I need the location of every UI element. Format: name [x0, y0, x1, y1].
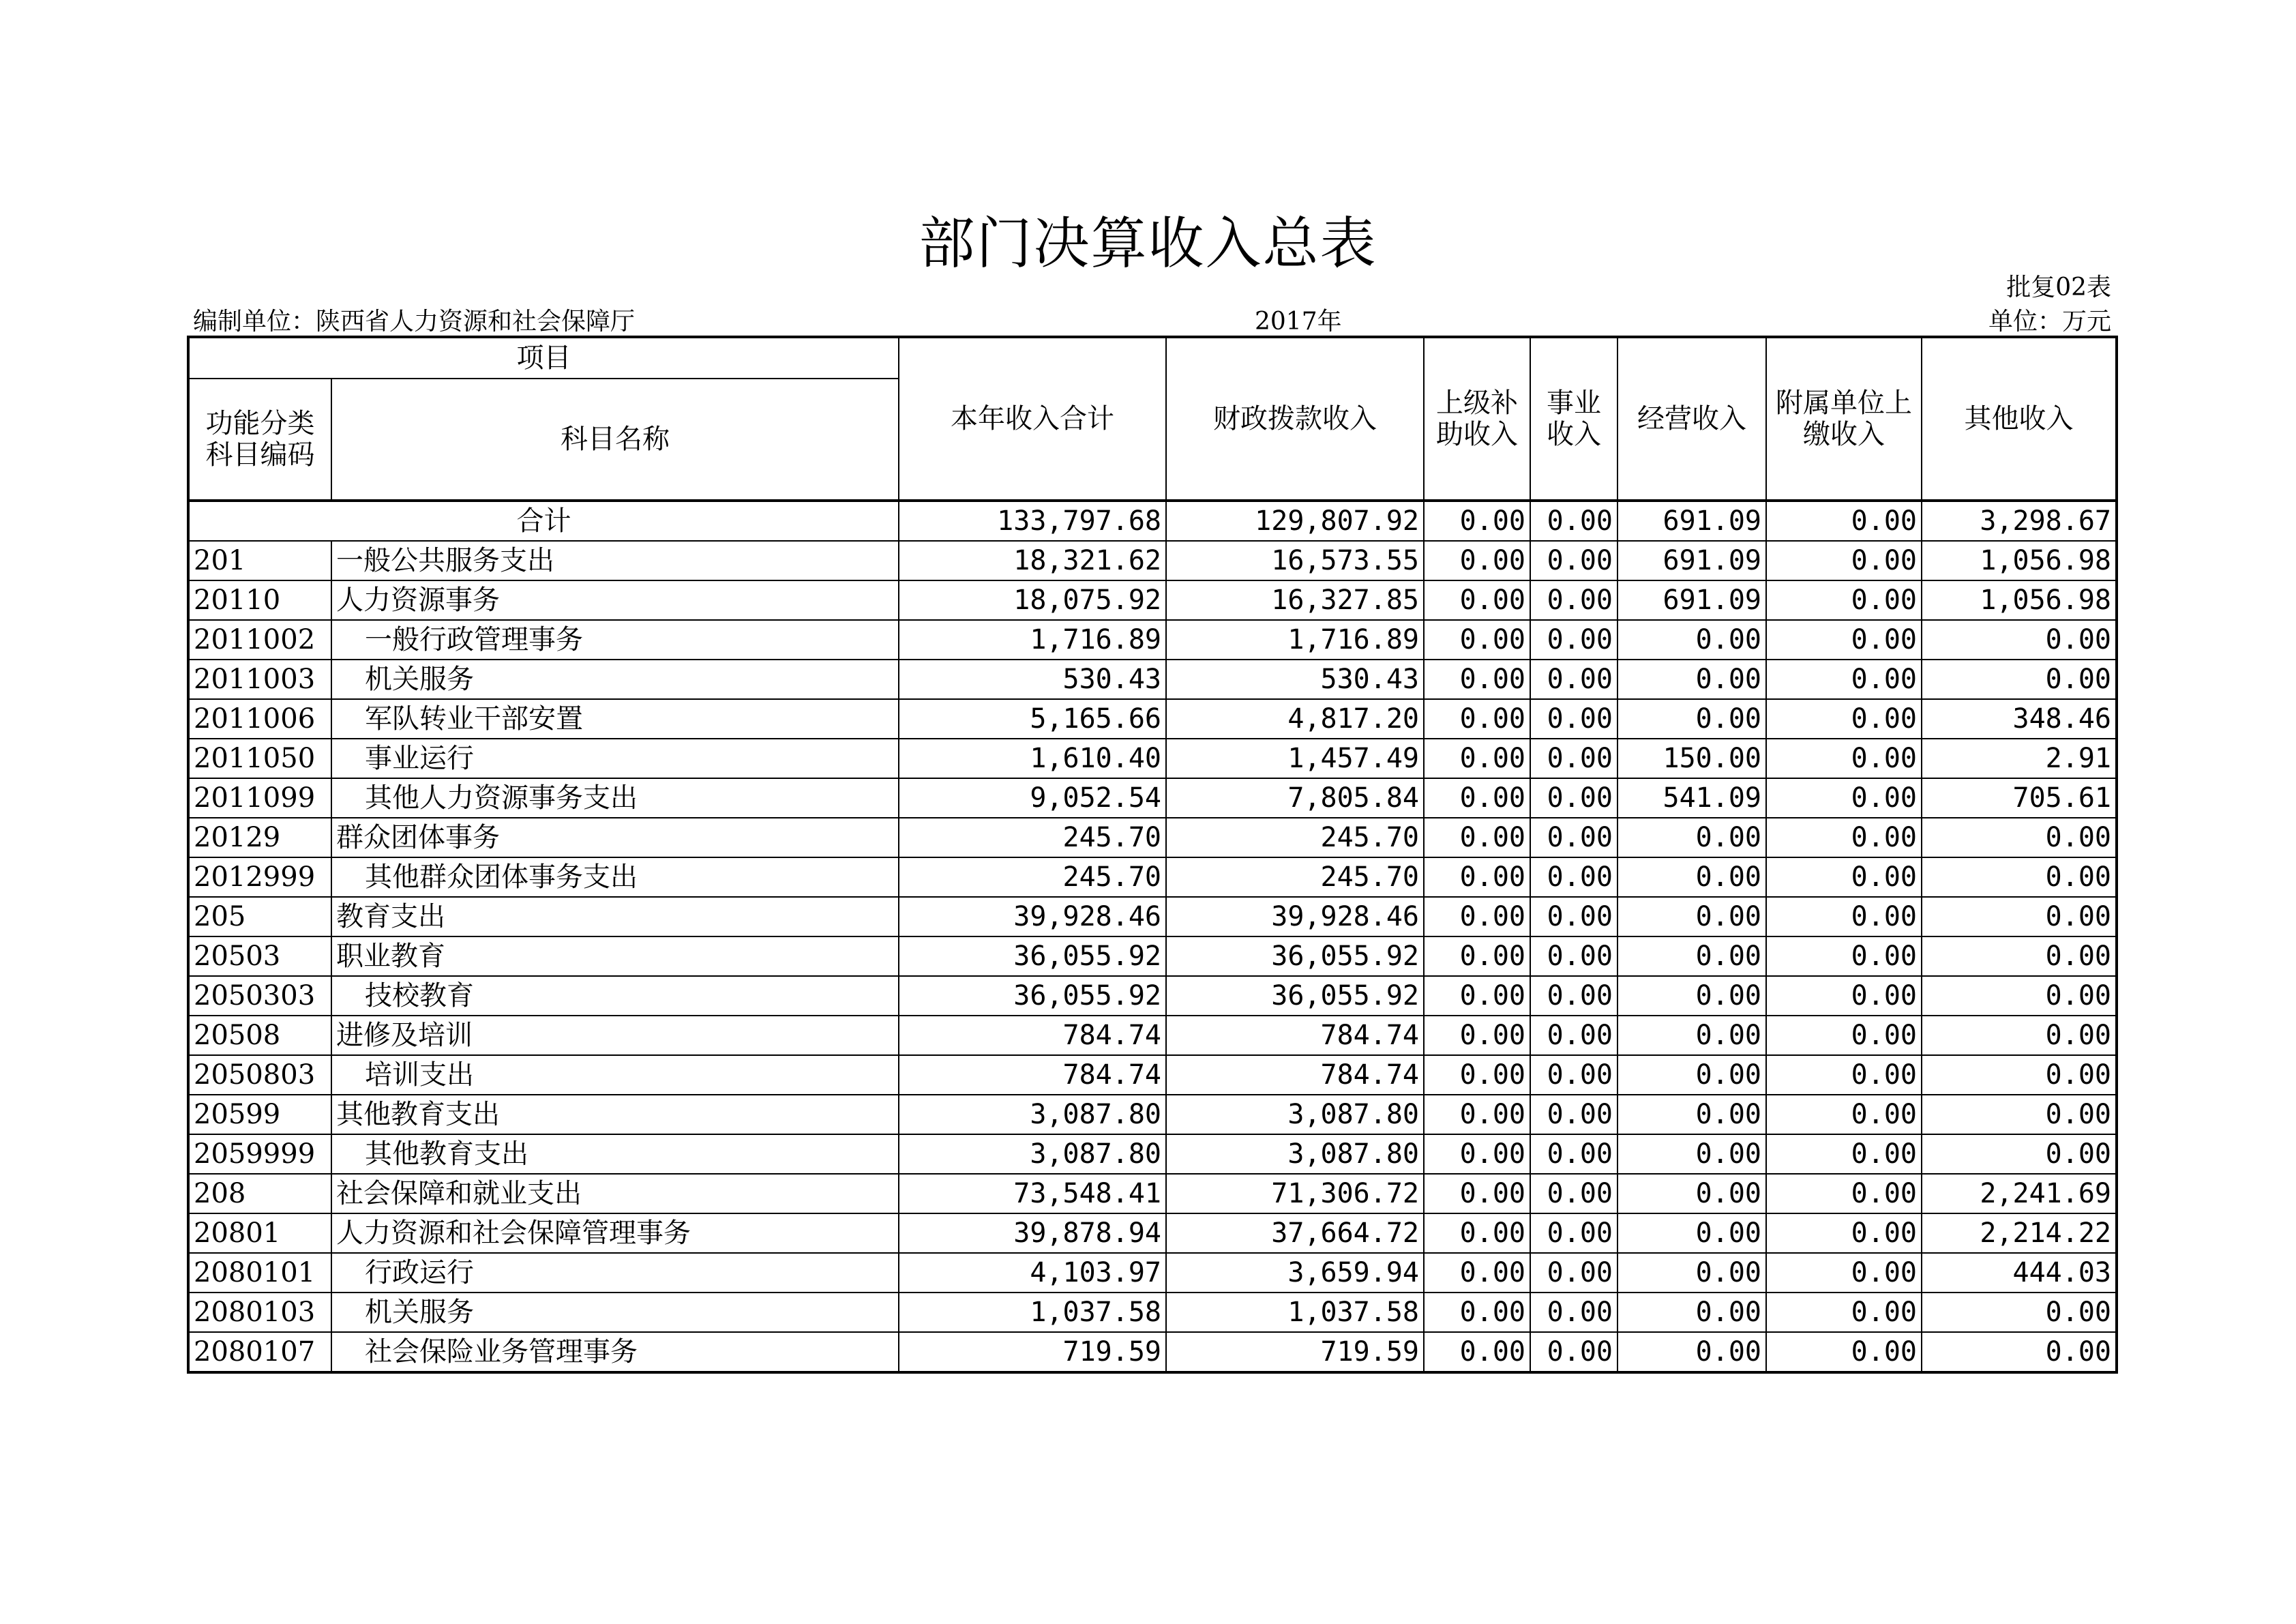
amount-cell: 0.00: [1530, 1055, 1617, 1095]
amount-cell: 1,716.89: [899, 620, 1166, 660]
amount-cell: 245.70: [899, 818, 1166, 857]
amount-cell: 16,573.55: [1166, 541, 1424, 580]
amount-cell: 0.00: [1424, 660, 1530, 699]
amount-cell: 0.00: [1530, 976, 1617, 1016]
amount-cell: 0.00: [1424, 1174, 1530, 1213]
amount-cell: 691.09: [1617, 541, 1766, 580]
subject-code: 2012999: [188, 857, 331, 897]
amount-cell: 2,214.22: [1922, 1213, 2117, 1253]
amount-cell: 0.00: [1766, 818, 1922, 857]
header-business-income: 事业收入: [1530, 337, 1617, 501]
amount-cell: 541.09: [1617, 778, 1766, 818]
subject-name: 群众团体事务: [331, 818, 899, 857]
subject-code: 2059999: [188, 1134, 331, 1174]
total-cell: 691.09: [1617, 501, 1766, 541]
document-number: 批复02表: [2006, 274, 2111, 301]
amount-cell: 0.00: [1424, 1332, 1530, 1372]
subject-code: 205: [188, 897, 331, 936]
table-row: [188, 699, 2117, 739]
subject-name: 人力资源事务: [331, 580, 899, 620]
amount-cell: 0.00: [1766, 620, 1922, 660]
table-row: [188, 739, 2117, 778]
subject-name: 进修及培训: [331, 1016, 899, 1055]
amount-cell: 39,928.46: [899, 897, 1166, 936]
amount-cell: 0.00: [1617, 1293, 1766, 1332]
amount-cell: 0.00: [1424, 1134, 1530, 1174]
subject-code: 2011099: [188, 778, 331, 818]
subject-name: 军队转业干部安置: [331, 699, 899, 739]
amount-cell: 0.00: [1530, 897, 1617, 936]
amount-cell: 784.74: [899, 1055, 1166, 1095]
amount-cell: 0.00: [1922, 1134, 2117, 1174]
amount-cell: 0.00: [1766, 1016, 1922, 1055]
header-subject-name: 科目名称: [331, 379, 899, 501]
amount-cell: 36,055.92: [1166, 976, 1424, 1016]
subject-code: 20503: [188, 936, 331, 976]
table-row: [188, 778, 2117, 818]
amount-cell: 0.00: [1766, 1134, 1922, 1174]
subject-code: 2011006: [188, 699, 331, 739]
amount-cell: 0.00: [1766, 660, 1922, 699]
amount-cell: 0.00: [1617, 897, 1766, 936]
amount-cell: 0.00: [1766, 778, 1922, 818]
subject-code: 2080107: [188, 1332, 331, 1372]
amount-cell: 0.00: [1530, 1016, 1617, 1055]
amount-cell: 4,103.97: [899, 1253, 1166, 1293]
subject-code: 20599: [188, 1095, 331, 1134]
amount-cell: 0.00: [1424, 936, 1530, 976]
amount-cell: 0.00: [1424, 818, 1530, 857]
amount-cell: 0.00: [1530, 699, 1617, 739]
amount-cell: 2,241.69: [1922, 1174, 2117, 1213]
table-row: [188, 936, 2117, 976]
subject-name: 一般公共服务支出: [331, 541, 899, 580]
amount-cell: 530.43: [1166, 660, 1424, 699]
amount-cell: 0.00: [1424, 1016, 1530, 1055]
header-function-code: 功能分类科目编码: [188, 379, 331, 501]
amount-cell: 0.00: [1922, 818, 2117, 857]
subject-name: 其他教育支出: [331, 1095, 899, 1134]
subject-code: 20110: [188, 580, 331, 620]
amount-cell: 1,610.40: [899, 739, 1166, 778]
amount-cell: 0.00: [1530, 1213, 1617, 1253]
compiling-unit: 编制单位：陕西省人力资源和社会保障厅: [193, 308, 636, 336]
subject-code: 20508: [188, 1016, 331, 1055]
amount-cell: 1,037.58: [1166, 1293, 1424, 1332]
total-cell: 0.00: [1530, 501, 1617, 541]
subject-name: 行政运行: [331, 1253, 899, 1293]
amount-cell: 0.00: [1766, 936, 1922, 976]
amount-cell: 0.00: [1922, 620, 2117, 660]
amount-cell: 0.00: [1617, 699, 1766, 739]
subject-code: 20129: [188, 818, 331, 857]
table-row: [188, 857, 2117, 897]
table-row: [188, 620, 2117, 660]
table-row: [188, 541, 2117, 580]
subject-name: 其他群众团体事务支出: [331, 857, 899, 897]
amount-cell: 0.00: [1922, 976, 2117, 1016]
amount-cell: 0.00: [1922, 1055, 2117, 1095]
amount-cell: 0.00: [1617, 1055, 1766, 1095]
total-label: 合计: [188, 501, 899, 541]
amount-cell: 784.74: [1166, 1055, 1424, 1095]
subject-code: 2011002: [188, 620, 331, 660]
amount-cell: 784.74: [899, 1016, 1166, 1055]
table-row: [188, 1174, 2117, 1213]
amount-cell: 0.00: [1424, 739, 1530, 778]
amount-cell: 0.00: [1530, 778, 1617, 818]
amount-cell: 39,878.94: [899, 1213, 1166, 1253]
amount-cell: 0.00: [1617, 660, 1766, 699]
header-operating-income: 经营收入: [1617, 337, 1766, 501]
amount-cell: 0.00: [1530, 936, 1617, 976]
amount-cell: 0.00: [1530, 739, 1617, 778]
amount-cell: 37,664.72: [1166, 1213, 1424, 1253]
amount-cell: 0.00: [1922, 857, 2117, 897]
subject-name: 职业教育: [331, 936, 899, 976]
amount-cell: 0.00: [1766, 1332, 1922, 1372]
amount-cell: 0.00: [1766, 897, 1922, 936]
amount-cell: 530.43: [899, 660, 1166, 699]
amount-cell: 0.00: [1530, 1253, 1617, 1293]
subject-code: 201: [188, 541, 331, 580]
amount-cell: 245.70: [1166, 857, 1424, 897]
amount-cell: 0.00: [1424, 541, 1530, 580]
table-row: [188, 1293, 2117, 1332]
subject-code: 208: [188, 1174, 331, 1213]
amount-cell: 9,052.54: [899, 778, 1166, 818]
amount-cell: 245.70: [1166, 818, 1424, 857]
amount-cell: 0.00: [1424, 1253, 1530, 1293]
subject-name: 其他人力资源事务支出: [331, 778, 899, 818]
amount-cell: 0.00: [1617, 976, 1766, 1016]
amount-cell: 0.00: [1424, 976, 1530, 1016]
amount-cell: 0.00: [1766, 739, 1922, 778]
amount-cell: 0.00: [1424, 778, 1530, 818]
amount-cell: 16,327.85: [1166, 580, 1424, 620]
amount-cell: 0.00: [1424, 1293, 1530, 1332]
amount-cell: 784.74: [1166, 1016, 1424, 1055]
amount-cell: 691.09: [1617, 580, 1766, 620]
total-cell: 0.00: [1766, 501, 1922, 541]
amount-cell: 0.00: [1530, 660, 1617, 699]
amount-cell: 0.00: [1424, 1213, 1530, 1253]
amount-cell: 0.00: [1617, 818, 1766, 857]
total-cell: 133,797.68: [899, 501, 1166, 541]
amount-cell: 0.00: [1766, 1095, 1922, 1134]
total-row: [188, 501, 2117, 541]
amount-cell: 0.00: [1530, 620, 1617, 660]
amount-cell: 0.00: [1424, 857, 1530, 897]
amount-cell: 0.00: [1530, 1174, 1617, 1213]
table-row: [188, 1016, 2117, 1055]
amount-cell: 0.00: [1617, 620, 1766, 660]
amount-cell: 5,165.66: [899, 699, 1166, 739]
amount-cell: 0.00: [1530, 818, 1617, 857]
amount-cell: 71,306.72: [1166, 1174, 1424, 1213]
amount-cell: 0.00: [1922, 1095, 2117, 1134]
amount-cell: 0.00: [1530, 1095, 1617, 1134]
total-cell: 0.00: [1424, 501, 1530, 541]
amount-cell: 0.00: [1766, 1213, 1922, 1253]
amount-cell: 36,055.92: [899, 976, 1166, 1016]
header-affiliated-income: 附属单位上缴收入: [1766, 337, 1922, 501]
amount-cell: 0.00: [1766, 580, 1922, 620]
amount-cell: 1,716.89: [1166, 620, 1424, 660]
amount-cell: 1,056.98: [1922, 541, 2117, 580]
amount-cell: 348.46: [1922, 699, 2117, 739]
amount-cell: 3,087.80: [899, 1095, 1166, 1134]
amount-cell: 73,548.41: [899, 1174, 1166, 1213]
amount-cell: 0.00: [1424, 580, 1530, 620]
subject-name: 培训支出: [331, 1055, 899, 1095]
subject-code: 2011050: [188, 739, 331, 778]
header-total-income: 本年收入合计: [899, 337, 1166, 501]
subject-code: 2050803: [188, 1055, 331, 1095]
table-row: [188, 1213, 2117, 1253]
amount-cell: 0.00: [1424, 1095, 1530, 1134]
amount-cell: 719.59: [899, 1332, 1166, 1372]
subject-code: 2011003: [188, 660, 331, 699]
subject-name: 机关服务: [331, 1293, 899, 1332]
table-row: [188, 1253, 2117, 1293]
amount-cell: 0.00: [1530, 1293, 1617, 1332]
amount-cell: 0.00: [1617, 1253, 1766, 1293]
amount-cell: 444.03: [1922, 1253, 2117, 1293]
header-other-income: 其他收入: [1922, 337, 2117, 501]
header-row-1: [188, 337, 2117, 379]
table-row: [188, 660, 2117, 699]
subject-name: 其他教育支出: [331, 1134, 899, 1174]
amount-cell: 0.00: [1922, 897, 2117, 936]
amount-cell: 3,659.94: [1166, 1253, 1424, 1293]
table-row: [188, 1134, 2117, 1174]
amount-cell: 0.00: [1617, 1016, 1766, 1055]
amount-cell: 0.00: [1424, 699, 1530, 739]
total-cell: 3,298.67: [1922, 501, 2117, 541]
amount-cell: 0.00: [1766, 699, 1922, 739]
amount-cell: 0.00: [1766, 541, 1922, 580]
amount-cell: 0.00: [1617, 1095, 1766, 1134]
amount-cell: 0.00: [1530, 857, 1617, 897]
amount-cell: 0.00: [1922, 1016, 2117, 1055]
table-row: [188, 1055, 2117, 1095]
amount-cell: 0.00: [1617, 1134, 1766, 1174]
amount-cell: 0.00: [1530, 541, 1617, 580]
amount-cell: 0.00: [1617, 936, 1766, 976]
amount-cell: 3,087.80: [1166, 1095, 1424, 1134]
subject-name: 教育支出: [331, 897, 899, 936]
amount-cell: 36,055.92: [1166, 936, 1424, 976]
amount-cell: 0.00: [1766, 976, 1922, 1016]
subject-name: 一般行政管理事务: [331, 620, 899, 660]
amount-cell: 0.00: [1617, 857, 1766, 897]
amount-cell: 1,037.58: [899, 1293, 1166, 1332]
subject-name: 人力资源和社会保障管理事务: [331, 1213, 899, 1253]
subject-name: 社会保障和就业支出: [331, 1174, 899, 1213]
amount-cell: 0.00: [1424, 620, 1530, 660]
amount-cell: 719.59: [1166, 1332, 1424, 1372]
subject-code: 2050303: [188, 976, 331, 1016]
amount-cell: 705.61: [1922, 778, 2117, 818]
amount-cell: 0.00: [1530, 580, 1617, 620]
amount-cell: 0.00: [1766, 1293, 1922, 1332]
amount-cell: 0.00: [1617, 1332, 1766, 1372]
amount-cell: 1,457.49: [1166, 739, 1424, 778]
amount-cell: 0.00: [1617, 1213, 1766, 1253]
amount-cell: 0.00: [1766, 1174, 1922, 1213]
table-row: [188, 897, 2117, 936]
table-row: [188, 1332, 2117, 1372]
report-year: 2017年: [1255, 308, 1342, 336]
amount-cell: 0.00: [1424, 897, 1530, 936]
amount-cell: 0.00: [1530, 1332, 1617, 1372]
amount-cell: 36,055.92: [899, 936, 1166, 976]
amount-cell: 1,056.98: [1922, 580, 2117, 620]
amount-cell: 0.00: [1922, 660, 2117, 699]
subject-code: 2080101: [188, 1253, 331, 1293]
amount-cell: 0.00: [1922, 936, 2117, 976]
subject-name: 技校教育: [331, 976, 899, 1016]
amount-cell: 4,817.20: [1166, 699, 1424, 739]
amount-cell: 0.00: [1530, 1134, 1617, 1174]
subject-name: 机关服务: [331, 660, 899, 699]
amount-cell: 0.00: [1766, 1253, 1922, 1293]
amount-cell: 7,805.84: [1166, 778, 1424, 818]
table-row: [188, 580, 2117, 620]
currency-unit: 单位：万元: [1988, 308, 2111, 336]
amount-cell: 150.00: [1617, 739, 1766, 778]
amount-cell: 0.00: [1766, 1055, 1922, 1095]
amount-cell: 18,321.62: [899, 541, 1166, 580]
subject-code: 2080103: [188, 1293, 331, 1332]
amount-cell: 0.00: [1922, 1332, 2117, 1372]
amount-cell: 2.91: [1922, 739, 2117, 778]
table-row: [188, 1095, 2117, 1134]
table-row: [188, 976, 2117, 1016]
amount-cell: 245.70: [899, 857, 1166, 897]
subject-name: 社会保险业务管理事务: [331, 1332, 899, 1372]
income-summary-table: [187, 336, 2118, 1374]
amount-cell: 0.00: [1766, 857, 1922, 897]
amount-cell: 3,087.80: [899, 1134, 1166, 1174]
amount-cell: 0.00: [1922, 1293, 2117, 1332]
amount-cell: 3,087.80: [1166, 1134, 1424, 1174]
amount-cell: 0.00: [1424, 1055, 1530, 1095]
subject-name: 事业运行: [331, 739, 899, 778]
header-fiscal-appropriation: 财政拨款收入: [1166, 337, 1424, 501]
page-title: 部门决算收入总表: [919, 211, 1377, 276]
table-row: [188, 818, 2117, 857]
amount-cell: 18,075.92: [899, 580, 1166, 620]
amount-cell: 39,928.46: [1166, 897, 1424, 936]
subject-code: 20801: [188, 1213, 331, 1253]
header-project: 项目: [188, 337, 899, 379]
total-cell: 129,807.92: [1166, 501, 1424, 541]
header-upper-subsidy: 上级补助收入: [1424, 337, 1530, 501]
amount-cell: 0.00: [1617, 1174, 1766, 1213]
